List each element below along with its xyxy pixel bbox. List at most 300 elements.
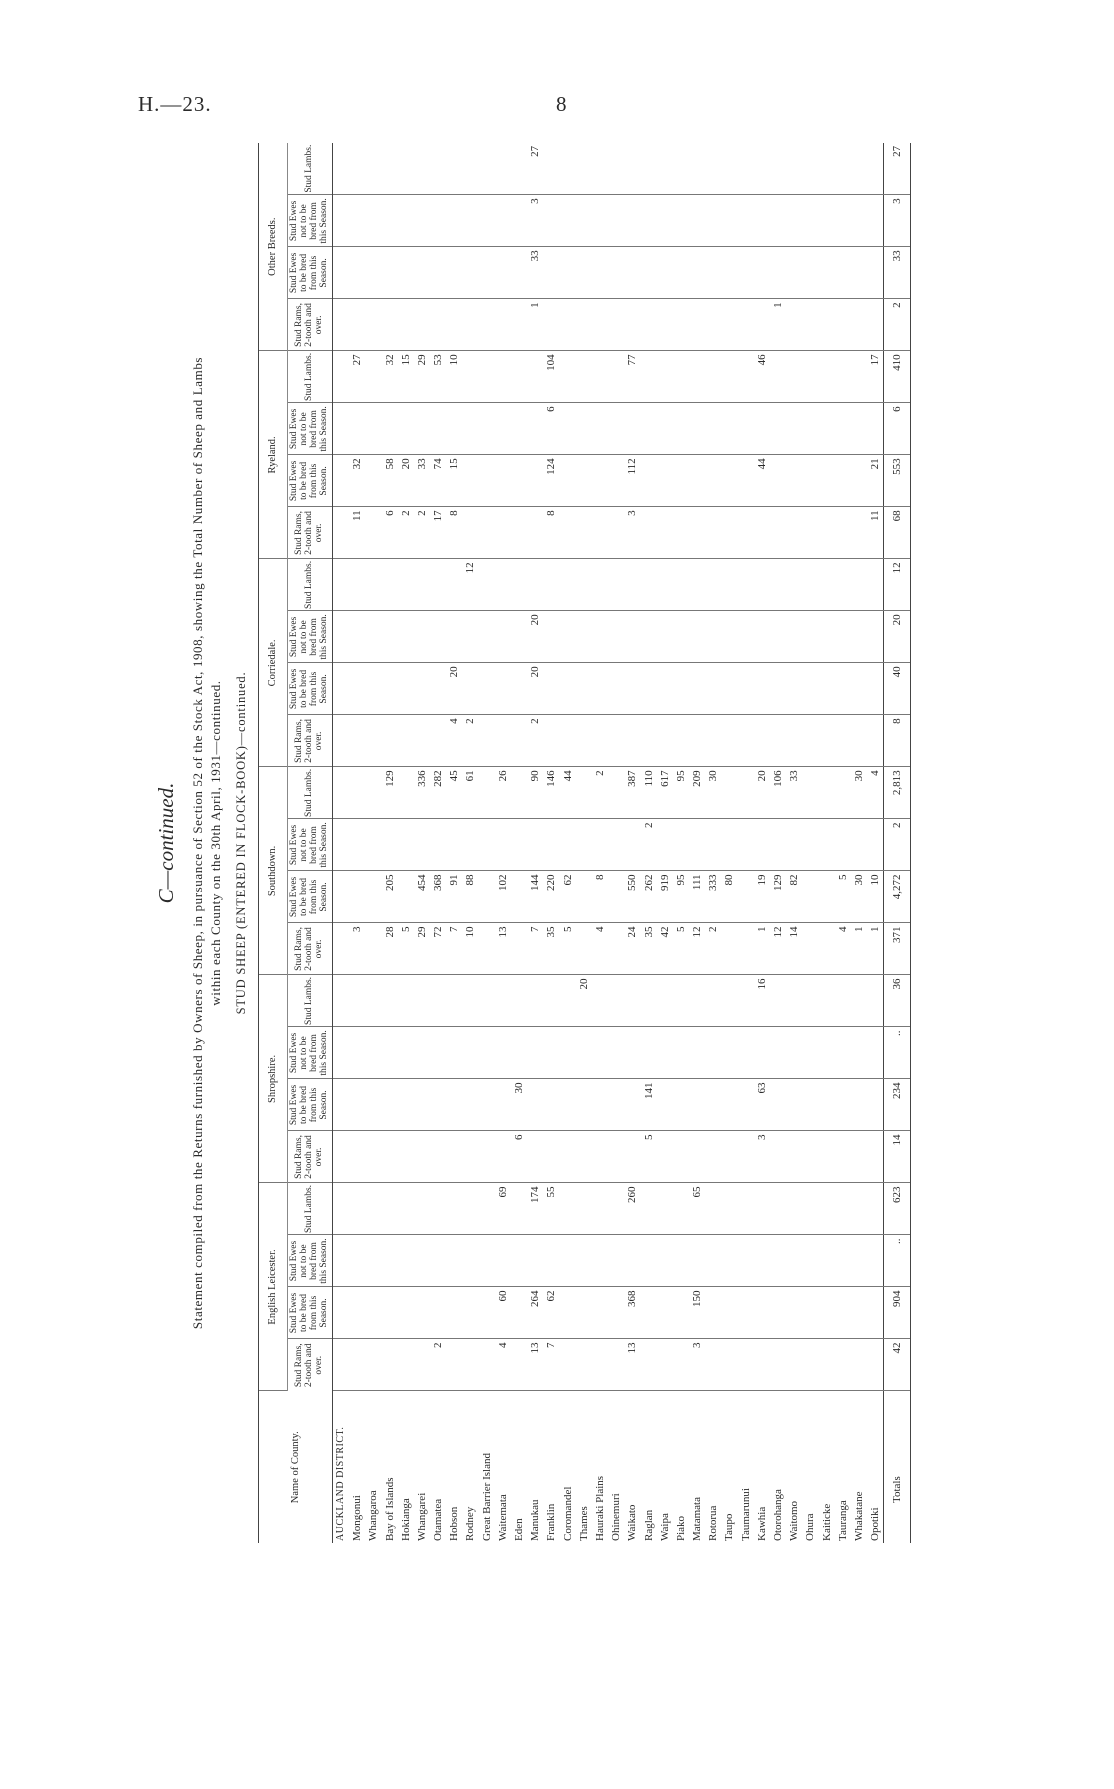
value-cell	[738, 455, 754, 507]
county-row	[721, 143, 737, 1543]
value-cell	[705, 1339, 721, 1391]
value-cell	[770, 1131, 786, 1183]
value-cell	[349, 143, 365, 195]
value-cell	[689, 975, 705, 1027]
value-cell	[446, 299, 462, 351]
county-row	[835, 143, 851, 1543]
value-cell	[770, 1235, 786, 1287]
value-cell	[479, 819, 495, 871]
value-cell	[819, 507, 835, 559]
value-cell	[819, 1339, 835, 1391]
value-cell	[430, 299, 446, 351]
value-cell: 61	[462, 767, 478, 819]
value-cell: 368	[430, 871, 446, 923]
county-name: Whangaroa	[367, 1490, 380, 1541]
value-cell	[495, 559, 511, 611]
value-cell	[365, 247, 381, 299]
value-cell	[576, 455, 592, 507]
value-cell: 30	[851, 767, 867, 819]
value-cell	[527, 975, 543, 1027]
value-cell	[786, 1287, 802, 1339]
value-cell	[608, 663, 624, 715]
value-cell	[576, 507, 592, 559]
value-cell	[786, 455, 802, 507]
total-cell: 42	[884, 1339, 911, 1391]
value-cell	[851, 507, 867, 559]
value-cell	[689, 1235, 705, 1287]
value-cell	[576, 403, 592, 455]
value-cell: 28	[381, 923, 397, 975]
value-cell	[738, 1027, 754, 1079]
value-cell: 4	[446, 715, 462, 767]
totals-row	[884, 143, 911, 1543]
value-cell	[721, 819, 737, 871]
value-cell	[721, 247, 737, 299]
value-cell	[689, 143, 705, 195]
value-cell	[689, 559, 705, 611]
value-cell	[398, 559, 414, 611]
county-row	[446, 143, 462, 1543]
value-cell	[527, 455, 543, 507]
value-cell	[819, 975, 835, 1027]
column-header: Stud Ewes not to be bred from this Season.	[288, 403, 333, 455]
value-cell	[640, 507, 656, 559]
value-cell: 27	[527, 143, 543, 195]
county-name: Matamata	[691, 1497, 704, 1541]
total-cell: 2	[884, 819, 911, 871]
value-cell	[867, 247, 884, 299]
value-cell: 282	[430, 767, 446, 819]
value-cell	[430, 195, 446, 247]
value-cell	[381, 819, 397, 871]
value-cell: 21	[867, 455, 884, 507]
value-cell	[673, 299, 689, 351]
value-cell	[511, 247, 527, 299]
county-name: Waitemata	[496, 1494, 509, 1541]
value-cell	[365, 403, 381, 455]
value-cell: 26	[495, 767, 511, 819]
value-cell	[381, 663, 397, 715]
county-row	[430, 143, 446, 1543]
county-row	[738, 143, 754, 1543]
county-name: Whakatane	[852, 1491, 865, 1541]
value-cell	[657, 143, 673, 195]
county-row	[867, 143, 884, 1543]
value-cell	[381, 1131, 397, 1183]
value-cell	[349, 975, 365, 1027]
value-cell	[624, 299, 640, 351]
value-cell	[770, 611, 786, 663]
value-cell	[770, 195, 786, 247]
page-number: 8	[556, 92, 568, 116]
value-cell	[721, 1131, 737, 1183]
value-cell: 77	[624, 351, 640, 403]
value-cell	[608, 1339, 624, 1391]
value-cell	[398, 1339, 414, 1391]
value-cell	[835, 1131, 851, 1183]
value-cell	[754, 143, 770, 195]
value-cell	[365, 1339, 381, 1391]
value-cell: 32	[349, 455, 365, 507]
value-cell	[640, 195, 656, 247]
county-row	[608, 143, 624, 1543]
total-cell: 12	[884, 559, 911, 611]
value-cell	[608, 559, 624, 611]
value-cell: 5	[560, 923, 576, 975]
county-row	[819, 143, 835, 1543]
value-cell	[495, 1079, 511, 1131]
value-cell	[851, 1079, 867, 1131]
value-cell	[462, 299, 478, 351]
value-cell	[414, 143, 430, 195]
value-cell: 24	[624, 923, 640, 975]
value-cell	[527, 403, 543, 455]
value-cell	[576, 871, 592, 923]
rotated-statement	[148, 143, 963, 1543]
value-cell	[786, 975, 802, 1027]
column-header: Stud Ewes not to be bred from this Season.	[288, 1027, 333, 1079]
value-cell	[624, 975, 640, 1027]
value-cell	[770, 559, 786, 611]
value-cell	[365, 195, 381, 247]
value-cell: 82	[786, 871, 802, 923]
value-cell	[738, 1287, 754, 1339]
value-cell: 264	[527, 1287, 543, 1339]
total-cell: 234	[884, 1079, 911, 1131]
value-cell	[479, 507, 495, 559]
value-cell	[430, 403, 446, 455]
value-cell	[381, 611, 397, 663]
value-cell: 20	[576, 975, 592, 1027]
value-cell	[851, 351, 867, 403]
county-row	[479, 143, 495, 1543]
county-row	[624, 143, 640, 1543]
value-cell	[511, 507, 527, 559]
value-cell	[365, 923, 381, 975]
value-cell: 205	[381, 871, 397, 923]
value-cell	[689, 455, 705, 507]
value-cell: 20	[446, 663, 462, 715]
value-cell: 2	[640, 819, 656, 871]
value-cell: 65	[689, 1183, 705, 1235]
value-cell: 3	[527, 195, 543, 247]
value-cell	[479, 299, 495, 351]
value-cell	[867, 715, 884, 767]
value-cell	[511, 1235, 527, 1287]
value-cell	[543, 715, 559, 767]
county-name: Manukau	[529, 1499, 542, 1541]
breed-header: English Leicester.	[259, 1183, 288, 1391]
value-cell	[770, 403, 786, 455]
county-name: Waipa	[658, 1513, 671, 1541]
value-cell: 2	[592, 767, 608, 819]
value-cell	[479, 975, 495, 1027]
value-cell	[835, 767, 851, 819]
value-cell	[754, 507, 770, 559]
value-cell: 6	[543, 403, 559, 455]
value-cell	[511, 1287, 527, 1339]
value-cell	[511, 455, 527, 507]
county-name: Kaiticke	[820, 1503, 833, 1541]
value-cell	[851, 1183, 867, 1235]
value-cell	[657, 559, 673, 611]
value-cell	[867, 1079, 884, 1131]
value-cell	[721, 715, 737, 767]
value-cell	[462, 1027, 478, 1079]
value-cell	[592, 663, 608, 715]
value-cell	[560, 1183, 576, 1235]
value-cell: 1	[527, 299, 543, 351]
value-cell	[592, 143, 608, 195]
value-cell	[543, 819, 559, 871]
county-row	[543, 143, 559, 1543]
value-cell	[673, 247, 689, 299]
value-cell	[527, 1235, 543, 1287]
value-cell	[560, 1235, 576, 1287]
value-cell	[721, 1287, 737, 1339]
value-cell	[479, 1027, 495, 1079]
value-cell	[398, 1027, 414, 1079]
value-cell	[430, 559, 446, 611]
county-row	[365, 143, 381, 1543]
value-cell	[738, 1339, 754, 1391]
value-cell	[802, 1235, 818, 1287]
value-cell	[479, 1131, 495, 1183]
value-cell	[786, 819, 802, 871]
value-cell	[398, 143, 414, 195]
value-cell	[430, 975, 446, 1027]
value-cell	[560, 143, 576, 195]
value-cell	[446, 1339, 462, 1391]
value-cell	[802, 507, 818, 559]
county-name: Tauranga	[836, 1500, 849, 1541]
value-cell	[673, 611, 689, 663]
value-cell	[543, 247, 559, 299]
value-cell	[462, 975, 478, 1027]
county-name: Whangarei	[415, 1492, 428, 1541]
value-cell	[835, 663, 851, 715]
value-cell	[802, 455, 818, 507]
value-cell	[770, 1339, 786, 1391]
value-cell	[446, 1287, 462, 1339]
breed-header: Ryeland.	[259, 351, 288, 559]
value-cell	[835, 195, 851, 247]
value-cell	[365, 975, 381, 1027]
value-cell	[705, 351, 721, 403]
value-cell	[819, 455, 835, 507]
value-cell	[851, 663, 867, 715]
county-row	[414, 143, 430, 1543]
county-name: Hauraki Plains	[593, 1475, 606, 1541]
value-cell	[851, 403, 867, 455]
value-cell	[673, 715, 689, 767]
value-cell	[543, 1079, 559, 1131]
value-cell	[754, 715, 770, 767]
value-cell	[381, 1339, 397, 1391]
value-cell	[592, 455, 608, 507]
value-cell	[835, 299, 851, 351]
total-cell: 371	[884, 923, 911, 975]
value-cell	[592, 715, 608, 767]
value-cell	[446, 247, 462, 299]
value-cell	[721, 975, 737, 1027]
value-cell	[511, 351, 527, 403]
value-cell	[349, 663, 365, 715]
county-name: Taupo	[723, 1513, 736, 1541]
column-header: Stud Rams, 2-tooth and over.	[288, 923, 333, 975]
value-cell	[802, 351, 818, 403]
value-cell	[786, 299, 802, 351]
value-cell	[754, 403, 770, 455]
value-cell	[462, 143, 478, 195]
value-cell	[365, 715, 381, 767]
value-cell	[673, 195, 689, 247]
value-cell	[414, 819, 430, 871]
column-header: Stud Ewes not to be bred from this Season.	[288, 611, 333, 663]
value-cell	[819, 1079, 835, 1131]
breed-header: Southdown.	[259, 767, 288, 975]
value-cell	[802, 871, 818, 923]
value-cell	[754, 299, 770, 351]
value-cell	[819, 1287, 835, 1339]
value-cell	[446, 975, 462, 1027]
value-cell	[543, 1235, 559, 1287]
value-cell	[835, 1339, 851, 1391]
value-cell	[819, 611, 835, 663]
value-cell	[673, 403, 689, 455]
value-cell	[592, 1183, 608, 1235]
value-cell	[414, 1287, 430, 1339]
value-cell	[365, 871, 381, 923]
value-cell	[495, 663, 511, 715]
value-cell	[705, 143, 721, 195]
value-cell	[867, 195, 884, 247]
value-cell	[657, 1027, 673, 1079]
total-cell: 3	[884, 195, 911, 247]
value-cell	[446, 559, 462, 611]
value-cell	[381, 715, 397, 767]
value-cell: 30	[705, 767, 721, 819]
value-cell	[705, 559, 721, 611]
value-cell	[835, 559, 851, 611]
value-cell	[349, 1027, 365, 1079]
county-name: Otorohanga	[772, 1489, 785, 1541]
value-cell	[786, 351, 802, 403]
value-cell	[381, 403, 397, 455]
value-cell	[462, 1079, 478, 1131]
value-cell	[511, 403, 527, 455]
value-cell	[462, 1339, 478, 1391]
value-cell	[576, 1287, 592, 1339]
value-cell: 20	[398, 455, 414, 507]
title-line-2: within each County on the 30th April, 1931—continued.	[208, 680, 223, 1006]
value-cell	[786, 403, 802, 455]
value-cell: 60	[495, 1287, 511, 1339]
value-cell: 19	[754, 871, 770, 923]
value-cell	[657, 1183, 673, 1235]
value-cell	[430, 819, 446, 871]
value-cell	[802, 715, 818, 767]
value-cell	[560, 1287, 576, 1339]
total-cell: 68	[884, 507, 911, 559]
value-cell	[770, 143, 786, 195]
value-cell	[543, 195, 559, 247]
value-cell: 106	[770, 767, 786, 819]
value-cell	[624, 715, 640, 767]
value-cell	[592, 507, 608, 559]
value-cell: 35	[543, 923, 559, 975]
value-cell	[624, 1027, 640, 1079]
value-cell	[511, 871, 527, 923]
value-cell	[365, 507, 381, 559]
value-cell	[851, 299, 867, 351]
county-row	[398, 143, 414, 1543]
value-cell: 6	[381, 507, 397, 559]
value-cell	[705, 1027, 721, 1079]
value-cell	[624, 559, 640, 611]
total-cell: 40	[884, 663, 911, 715]
value-cell	[867, 1027, 884, 1079]
value-cell	[414, 1339, 430, 1391]
value-cell	[430, 611, 446, 663]
value-cell	[867, 403, 884, 455]
column-header: Stud Ewes to be bred from this Season.	[288, 1287, 333, 1339]
value-cell	[381, 1183, 397, 1235]
column-header: Stud Lambs.	[288, 767, 333, 819]
value-cell	[754, 611, 770, 663]
value-cell	[430, 143, 446, 195]
value-cell	[835, 247, 851, 299]
value-cell	[365, 143, 381, 195]
value-cell	[835, 1287, 851, 1339]
value-cell	[430, 1287, 446, 1339]
value-cell	[349, 611, 365, 663]
value-cell	[738, 1183, 754, 1235]
total-cell: 2	[884, 299, 911, 351]
value-cell	[786, 1027, 802, 1079]
value-cell	[511, 767, 527, 819]
value-cell	[398, 195, 414, 247]
value-cell	[738, 819, 754, 871]
value-cell: 12	[462, 559, 478, 611]
value-cell	[414, 1027, 430, 1079]
value-cell: 30	[511, 1079, 527, 1131]
value-cell	[689, 1027, 705, 1079]
value-cell	[819, 559, 835, 611]
value-cell	[640, 715, 656, 767]
total-cell: 410	[884, 351, 911, 403]
value-cell	[689, 507, 705, 559]
value-cell	[462, 507, 478, 559]
value-cell	[560, 559, 576, 611]
totals-label: Totals	[884, 1391, 911, 1543]
value-cell: 17	[430, 507, 446, 559]
county-row	[462, 143, 478, 1543]
value-cell: 44	[754, 455, 770, 507]
value-cell	[721, 1235, 737, 1287]
value-cell: 144	[527, 871, 543, 923]
value-cell	[592, 1131, 608, 1183]
value-cell	[495, 455, 511, 507]
value-cell	[738, 923, 754, 975]
value-cell: 4	[867, 767, 884, 819]
value-cell	[657, 299, 673, 351]
value-cell: 2	[430, 1339, 446, 1391]
value-cell	[721, 351, 737, 403]
value-cell: 27	[349, 351, 365, 403]
value-cell	[543, 299, 559, 351]
column-header: Stud Ewes to be bred from this Season.	[288, 455, 333, 507]
